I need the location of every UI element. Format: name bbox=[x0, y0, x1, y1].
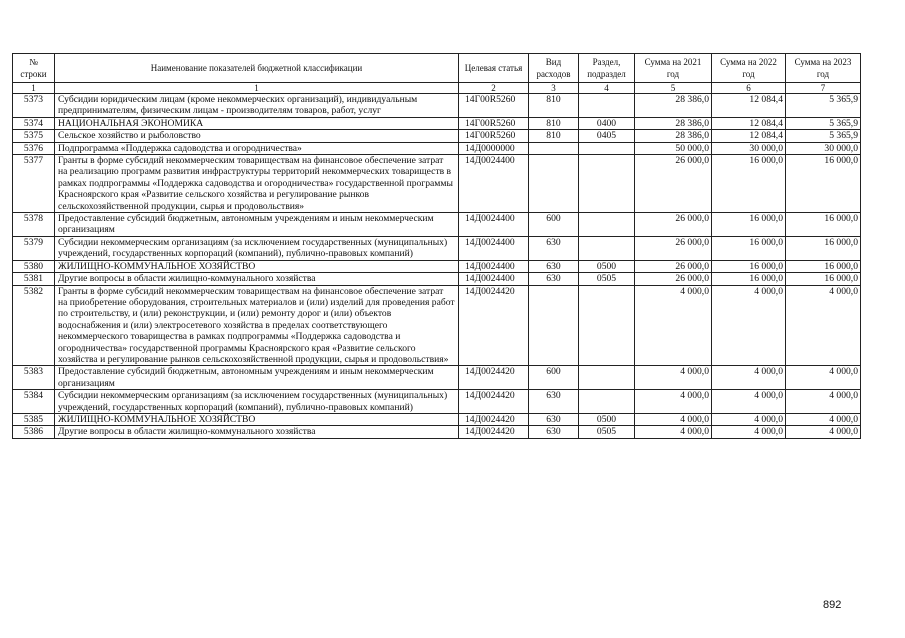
target-article: 14Д0024400 bbox=[459, 260, 529, 272]
row-number: 5380 bbox=[13, 260, 55, 272]
indicator-name: Гранты в форме субсидий некоммерческим товариществам на финансовое обеспечение затрат на реализацию программ развития инфраструктуры территорий некоммерческих товариществ в рамках подпрограммы «Поддержка садоводства и огородничества» государственной программы Красноярского края «Развитие сельского хозяйства и регулирование рынков сельскохозяйственной продукции, сырья и продовольствия» bbox=[55, 155, 459, 213]
sum-2021: 4 000,0 bbox=[635, 285, 712, 366]
indicator-name: Субсидии некоммерческим организациям (за исключением государственных (муниципальных) учреждений, государственных корпораций (компаний), публично-правовых компаний) bbox=[55, 390, 459, 414]
expense-kind: 630 bbox=[529, 273, 579, 285]
header-sum-2022: Сумма на 2022 год bbox=[712, 54, 786, 83]
sum-2023: 16 000,0 bbox=[786, 213, 861, 237]
indicator-name: НАЦИОНАЛЬНАЯ ЭКОНОМИКА bbox=[55, 117, 459, 129]
table-row bbox=[13, 260, 861, 272]
section-code: 0505 bbox=[579, 426, 635, 438]
row-number: 5381 bbox=[13, 273, 55, 285]
table-row bbox=[13, 390, 861, 414]
sum-2022: 4 000,0 bbox=[712, 426, 786, 438]
sum-2022: 16 000,0 bbox=[712, 273, 786, 285]
sum-2021: 4 000,0 bbox=[635, 366, 712, 390]
row-number: 5373 bbox=[13, 94, 55, 118]
expense-kind bbox=[529, 155, 579, 213]
target-article: 14Д0024420 bbox=[459, 413, 529, 425]
column-numbers-row bbox=[13, 83, 861, 94]
sum-2021: 28 386,0 bbox=[635, 94, 712, 118]
sum-2023: 5 365,9 bbox=[786, 94, 861, 118]
sum-2022: 4 000,0 bbox=[712, 366, 786, 390]
target-article: 14Д0000000 bbox=[459, 142, 529, 154]
sum-2023: 16 000,0 bbox=[786, 260, 861, 272]
sum-2022: 12 084,4 bbox=[712, 117, 786, 129]
expense-kind: 600 bbox=[529, 366, 579, 390]
section-code bbox=[579, 142, 635, 154]
section-code bbox=[579, 366, 635, 390]
indicator-name: Другие вопросы в области жилищно-коммунального хозяйства bbox=[55, 273, 459, 285]
row-number: 5383 bbox=[13, 366, 55, 390]
section-code bbox=[579, 390, 635, 414]
sum-2021: 4 000,0 bbox=[635, 413, 712, 425]
table-row bbox=[13, 236, 861, 260]
expense-kind bbox=[529, 142, 579, 154]
table-row bbox=[13, 426, 861, 438]
row-number: 5385 bbox=[13, 413, 55, 425]
header-row bbox=[13, 54, 861, 83]
expense-kind: 630 bbox=[529, 426, 579, 438]
indicator-name: Предоставление субсидий бюджетным, автономным учреждениям и иным некоммерческим организациям bbox=[55, 366, 459, 390]
target-article: 14Г00R5260 bbox=[459, 117, 529, 129]
section-code: 0400 bbox=[579, 117, 635, 129]
section-code: 0505 bbox=[579, 273, 635, 285]
row-number: 5378 bbox=[13, 213, 55, 237]
table-row bbox=[13, 285, 861, 366]
target-article: 14Д0024420 bbox=[459, 426, 529, 438]
indicator-name: Субсидии некоммерческим организациям (за исключением государственных (муниципальных) учреждений, государственных корпораций (компаний), публично-правовых компаний) bbox=[55, 236, 459, 260]
sum-2021: 28 386,0 bbox=[635, 130, 712, 142]
sum-2022: 4 000,0 bbox=[712, 413, 786, 425]
expense-kind bbox=[529, 285, 579, 366]
sum-2021: 50 000,0 bbox=[635, 142, 712, 154]
budget-table-sheet bbox=[12, 53, 860, 439]
sum-2022: 16 000,0 bbox=[712, 236, 786, 260]
sum-2021: 4 000,0 bbox=[635, 426, 712, 438]
indicator-name: Другие вопросы в области жилищно-коммунального хозяйства bbox=[55, 426, 459, 438]
section-code bbox=[579, 285, 635, 366]
sum-2021: 26 000,0 bbox=[635, 213, 712, 237]
header-section: Раздел, подраздел bbox=[579, 54, 635, 83]
indicator-name: ЖИЛИЩНО-КОММУНАЛЬНОЕ ХОЗЯЙСТВО bbox=[55, 260, 459, 272]
sum-2021: 26 000,0 bbox=[635, 273, 712, 285]
target-article: 14Д0024420 bbox=[459, 390, 529, 414]
target-article: 14Д0024400 bbox=[459, 236, 529, 260]
sum-2022: 4 000,0 bbox=[712, 390, 786, 414]
expense-kind: 630 bbox=[529, 390, 579, 414]
sum-2021: 28 386,0 bbox=[635, 117, 712, 129]
expense-kind: 600 bbox=[529, 213, 579, 237]
section-code bbox=[579, 236, 635, 260]
row-number: 5374 bbox=[13, 117, 55, 129]
indicator-name: Подпрограмма «Поддержка садоводства и огородничества» bbox=[55, 142, 459, 154]
sum-2023: 5 365,9 bbox=[786, 130, 861, 142]
column-number: 1 bbox=[13, 83, 55, 94]
indicator-name: Гранты в форме субсидий некоммерческим товариществам на финансовое обеспечение затрат на приобретение оборудования, строительных материалов и (или) изделий для проведения работ по строительству, и (или) реконструкции, и (или) ремонту дорог и (или) объектов водоснабжения и (или) электросетевого хозяйства в пределах соответствующего некоммерческого товарищества в рамках подпрограммы «Поддержка садоводства и огородничества» государственной программы Красноярского края «Развитие сельского хозяйства и регулирование рынков сельскохозяйственной продукции, сырья и продовольствия» bbox=[55, 285, 459, 366]
sum-2022: 12 084,4 bbox=[712, 130, 786, 142]
indicator-name: Субсидии юридическим лицам (кроме некоммерческих организаций), индивидуальным предпринимателям, физическим лицам - производителям товаров, работ, услуг bbox=[55, 94, 459, 118]
header-expense-kind: Вид расходов bbox=[529, 54, 579, 83]
section-code: 0500 bbox=[579, 413, 635, 425]
section-code bbox=[579, 155, 635, 213]
section-code: 0500 bbox=[579, 260, 635, 272]
target-article: 14Д0024400 bbox=[459, 155, 529, 213]
header-sum-2021: Сумма на 2021 год bbox=[635, 54, 712, 83]
sum-2023: 4 000,0 bbox=[786, 390, 861, 414]
table-row bbox=[13, 130, 861, 142]
sum-2022: 16 000,0 bbox=[712, 260, 786, 272]
column-number: 6 bbox=[712, 83, 786, 94]
sum-2023: 4 000,0 bbox=[786, 426, 861, 438]
page-number: 892 bbox=[823, 599, 842, 611]
sum-2022: 16 000,0 bbox=[712, 155, 786, 213]
section-code: 0405 bbox=[579, 130, 635, 142]
sum-2023: 16 000,0 bbox=[786, 236, 861, 260]
indicator-name: Сельское хозяйство и рыболовство bbox=[55, 130, 459, 142]
expense-kind: 630 bbox=[529, 236, 579, 260]
header-indicator-name: Наименование показателей бюджетной классификации bbox=[55, 54, 459, 83]
sum-2023: 16 000,0 bbox=[786, 273, 861, 285]
table-row bbox=[13, 117, 861, 129]
row-number: 5382 bbox=[13, 285, 55, 366]
sum-2023: 5 365,9 bbox=[786, 117, 861, 129]
sum-2023: 30 000,0 bbox=[786, 142, 861, 154]
sum-2022: 16 000,0 bbox=[712, 213, 786, 237]
budget-table bbox=[12, 53, 861, 439]
expense-kind: 630 bbox=[529, 260, 579, 272]
table-row bbox=[13, 413, 861, 425]
sum-2023: 4 000,0 bbox=[786, 285, 861, 366]
row-number: 5375 bbox=[13, 130, 55, 142]
header-sum-2023: Сумма на 2023 год bbox=[786, 54, 861, 83]
indicator-name: ЖИЛИЩНО-КОММУНАЛЬНОЕ ХОЗЯЙСТВО bbox=[55, 413, 459, 425]
target-article: 14Г00R5260 bbox=[459, 94, 529, 118]
sum-2022: 4 000,0 bbox=[712, 285, 786, 366]
column-number: 1 bbox=[55, 83, 459, 94]
sum-2021: 4 000,0 bbox=[635, 390, 712, 414]
expense-kind: 810 bbox=[529, 117, 579, 129]
row-number: 5377 bbox=[13, 155, 55, 213]
section-code bbox=[579, 94, 635, 118]
row-number: 5376 bbox=[13, 142, 55, 154]
row-number: 5386 bbox=[13, 426, 55, 438]
expense-kind: 810 bbox=[529, 94, 579, 118]
sum-2022: 12 084,4 bbox=[712, 94, 786, 118]
expense-kind: 630 bbox=[529, 413, 579, 425]
column-number: 3 bbox=[529, 83, 579, 94]
indicator-name: Предоставление субсидий бюджетным, автономным учреждениям и иным некоммерческим организациям bbox=[55, 213, 459, 237]
target-article: 14Д0024400 bbox=[459, 273, 529, 285]
column-number: 5 bbox=[635, 83, 712, 94]
sum-2023: 16 000,0 bbox=[786, 155, 861, 213]
table-row bbox=[13, 273, 861, 285]
table-row bbox=[13, 94, 861, 118]
row-number: 5384 bbox=[13, 390, 55, 414]
target-article: 14Г00R5260 bbox=[459, 130, 529, 142]
sum-2021: 26 000,0 bbox=[635, 155, 712, 213]
sum-2023: 4 000,0 bbox=[786, 366, 861, 390]
sum-2021: 26 000,0 bbox=[635, 236, 712, 260]
header-target-article: Целевая статья bbox=[459, 54, 529, 83]
table-row bbox=[13, 213, 861, 237]
expense-kind: 810 bbox=[529, 130, 579, 142]
sum-2022: 30 000,0 bbox=[712, 142, 786, 154]
column-number: 4 bbox=[579, 83, 635, 94]
sum-2023: 4 000,0 bbox=[786, 413, 861, 425]
column-number: 7 bbox=[786, 83, 861, 94]
table-row bbox=[13, 366, 861, 390]
sum-2021: 26 000,0 bbox=[635, 260, 712, 272]
section-code bbox=[579, 213, 635, 237]
target-article: 14Д0024400 bbox=[459, 213, 529, 237]
table-row bbox=[13, 155, 861, 213]
row-number: 5379 bbox=[13, 236, 55, 260]
target-article: 14Д0024420 bbox=[459, 285, 529, 366]
target-article: 14Д0024420 bbox=[459, 366, 529, 390]
column-number: 2 bbox=[459, 83, 529, 94]
table-row bbox=[13, 142, 861, 154]
header-row-number: № строки bbox=[13, 54, 55, 83]
